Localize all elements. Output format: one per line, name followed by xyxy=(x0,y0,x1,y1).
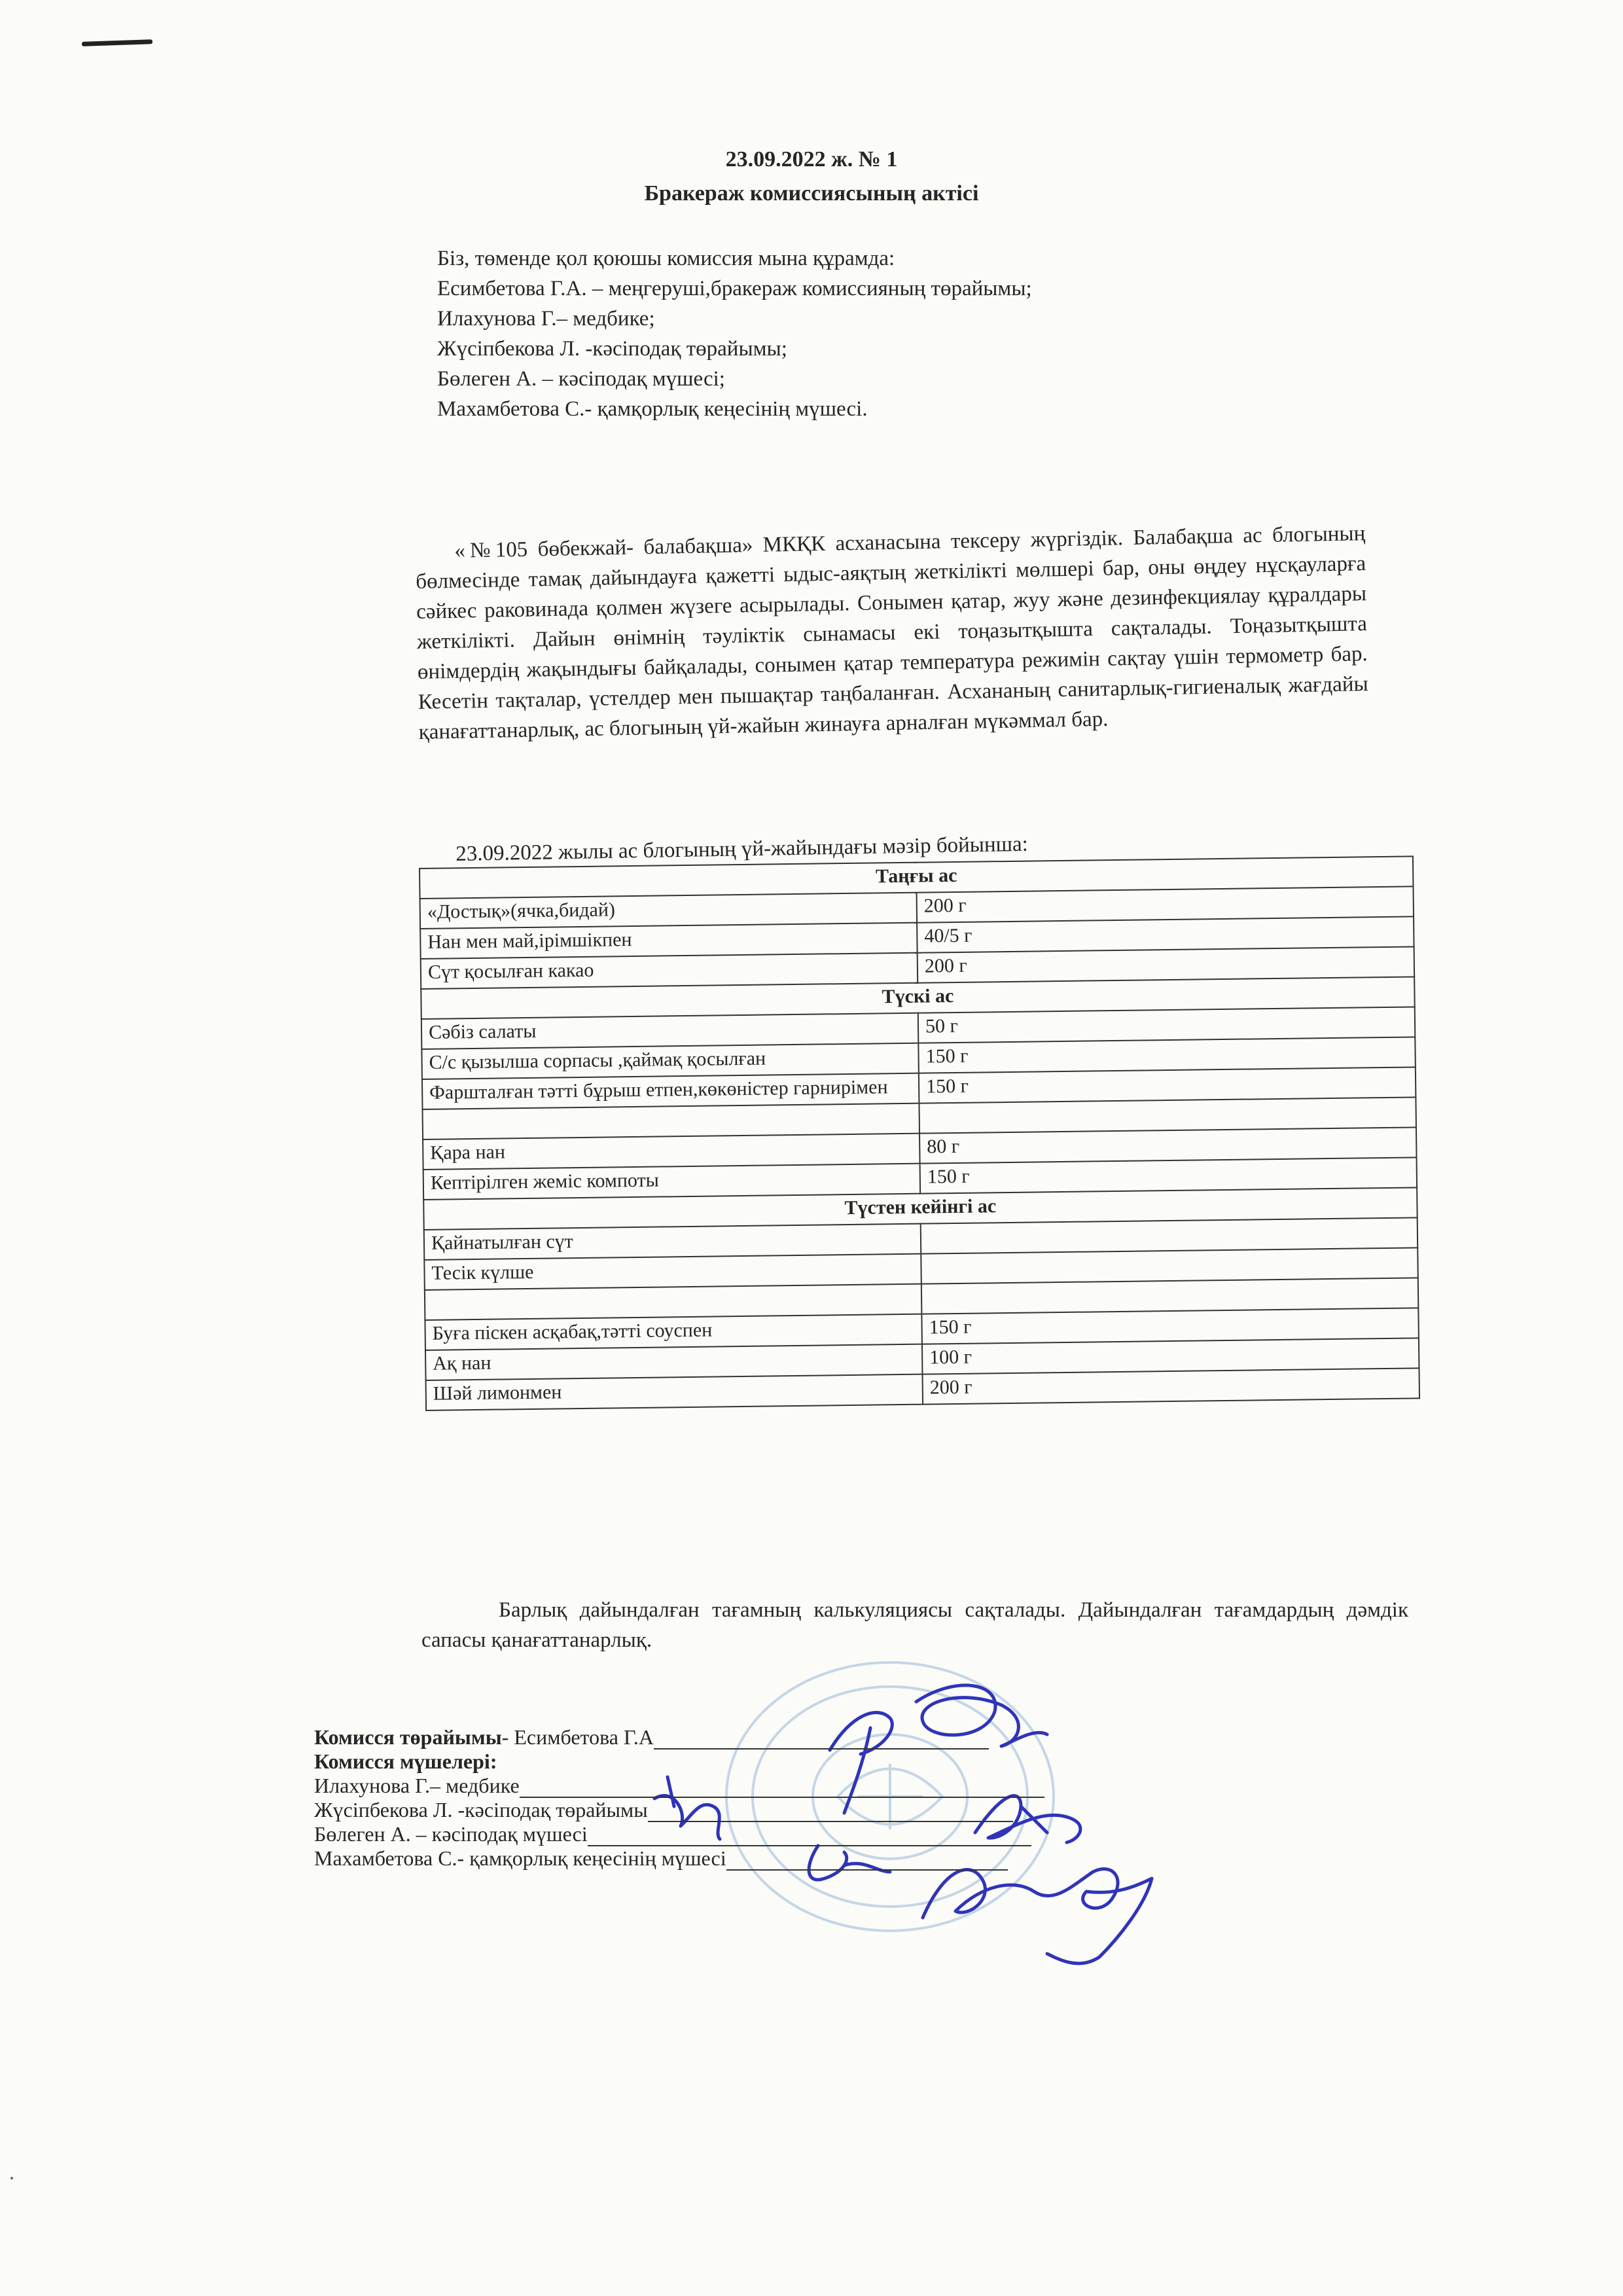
menu-item-name: Сәбіз салаты xyxy=(421,1013,919,1049)
commission-member: Махамбетова С.- қамқорлық кеңесінің мүшесі. xyxy=(437,397,868,421)
menu-item-name: «Достық»(ячка,бидай) xyxy=(420,893,918,929)
commission-intro: Біз, төменде қол қоюшы комиссия мына құрамда: xyxy=(437,247,895,270)
menu-item-name: Қара нан xyxy=(423,1134,920,1170)
menu-item-name: Ақ нан xyxy=(425,1344,923,1380)
commission-member: Есимбетова Г.А. – меңгеруші,бракераж комиссияның төрайымы; xyxy=(437,277,1032,300)
member-signature-label: Бөлеген А. – кәсіподақ мүшесі xyxy=(314,1822,588,1846)
menu-item-amount: 150 г xyxy=(918,1037,1416,1073)
inspection-paragraph: «№105 бөбекжай- балабақша» МКҚК асханасына тексеру жүргіздік. Балабақша ас блогының бөлмесінде тамақ дайындауға қажетті ыдыс-аяқтың жеткілікті мөлшері бар, оны өңдеу нұсқауларға сәйкес раковинада қолмен жүзеге асырылады. Сонымен қатар, жуу және дезинфекциялау құралдары жеткілікті. Дайын өнімнің тәуліктік сынамасы екі тоңазытқышта сақталады. Тоңазытқышта өнімдердің жақындығы байқалады, сонымен қатар температура режимін сақтау үшін термометр бар. Кесетін тақталар, үстелдер мен пышақтар таңбаланған. Асхананың санитарлық-гигиеналық жағдайы қанағаттанарлық, ас блогының үй-жайын жинауға арналған мүкәммал бар. xyxy=(415,522,1368,744)
menu-item-name: Буға піскен асқабақ,тәтті соуспен xyxy=(425,1314,922,1350)
menu-section-title: Түскі ас xyxy=(421,977,1414,1019)
menu-item-name: Шәй лимонмен xyxy=(426,1374,923,1410)
member-signature-label: Жүсіпбекова Л. -кәсіподақ төрайымы xyxy=(314,1798,648,1821)
menu-table xyxy=(419,855,1420,1411)
menu-item-amount: 40/5 г xyxy=(917,916,1414,952)
menu-item-amount: 150 г xyxy=(919,1067,1416,1103)
menu-item-name: Сүт қосылған какао xyxy=(421,953,918,989)
scan-artifact-mark xyxy=(82,39,152,46)
document-date-number: 23.09.2022 ж. № 1 xyxy=(725,147,898,171)
signature-line xyxy=(588,1827,1031,1846)
menu-item-name: Нан мен май,ірімшікпен xyxy=(420,923,918,959)
signature-row-chair xyxy=(314,1725,1165,1749)
menu-item-name: Қайнатылған сүт xyxy=(424,1224,921,1260)
signature-line xyxy=(654,1730,989,1749)
signature-row-member xyxy=(314,1774,1165,1798)
menu-section-title: Таңғы ас xyxy=(419,856,1413,899)
commission-list xyxy=(437,243,1419,424)
document-title: Бракераж комиссиясының актісі xyxy=(644,181,979,206)
chair-label: Комисся төрайымы xyxy=(314,1725,502,1749)
signature-row-member xyxy=(314,1846,1165,1871)
document-header xyxy=(0,143,1623,211)
menu-item-name: Фаршталған тәтті бұрыш етпен,көкөністер гарнирімен xyxy=(422,1073,919,1109)
signature-row-member xyxy=(314,1798,1165,1822)
menu-item-amount: 150 г xyxy=(921,1308,1419,1344)
menu-item-amount: 200 г xyxy=(917,886,1414,922)
menu-item-amount: 50 г xyxy=(918,1007,1416,1043)
member-signature-label: Илахунова Г.– медбике xyxy=(314,1774,520,1797)
menu-item-amount: 150 г xyxy=(920,1157,1418,1193)
closing-paragraph: Барлық дайындалған тағамның калькуляциясы сақталады. Дайындалған тағамдардың дәмдік сапасы қанағаттанарлық. xyxy=(421,1598,1408,1652)
menu-intro: 23.09.2022 жылы ас блогының үй-жайындағы мәзір бойынша: xyxy=(455,832,1029,866)
member-signature-label: Махамбетова С.- қамқорлық кеңесінің мүшесі xyxy=(314,1846,726,1870)
menu-item-name: Тесік күлше xyxy=(424,1254,921,1290)
menu-item-amount: 200 г xyxy=(923,1368,1420,1404)
signature-row-member xyxy=(314,1822,1165,1846)
menu-item-name: С/с қызылша сорпасы ,қаймақ қосылған xyxy=(421,1043,919,1079)
signature-line xyxy=(520,1778,1044,1798)
menu-item-amount: 100 г xyxy=(922,1338,1419,1374)
menu-item-name: Кептірілген жеміс компоты xyxy=(423,1164,921,1200)
menu-item-amount: 80 г xyxy=(919,1127,1417,1163)
scan-dust-dot xyxy=(10,2177,13,2179)
commission-member: Илахунова Г.– медбике; xyxy=(437,307,655,331)
members-label: Комисся мүшелері: xyxy=(314,1749,497,1773)
commission-member: Бөлеген А. – кәсіподақ мүшесі; xyxy=(437,367,725,391)
menu-section-title: Түстен кейінгі ас xyxy=(423,1187,1417,1230)
menu-table-body xyxy=(419,856,1419,1410)
signature-line xyxy=(648,1803,1013,1822)
signature-block xyxy=(314,1725,1165,1871)
chair-name: - Есимбетова Г.А xyxy=(501,1725,654,1749)
menu-item-amount: 200 г xyxy=(918,946,1415,982)
signature-row-members-label xyxy=(314,1749,1165,1774)
commission-member: Жүсіпбекова Л. -кәсіподақ төрайымы; xyxy=(437,337,787,361)
signature-line xyxy=(726,1851,1008,1871)
